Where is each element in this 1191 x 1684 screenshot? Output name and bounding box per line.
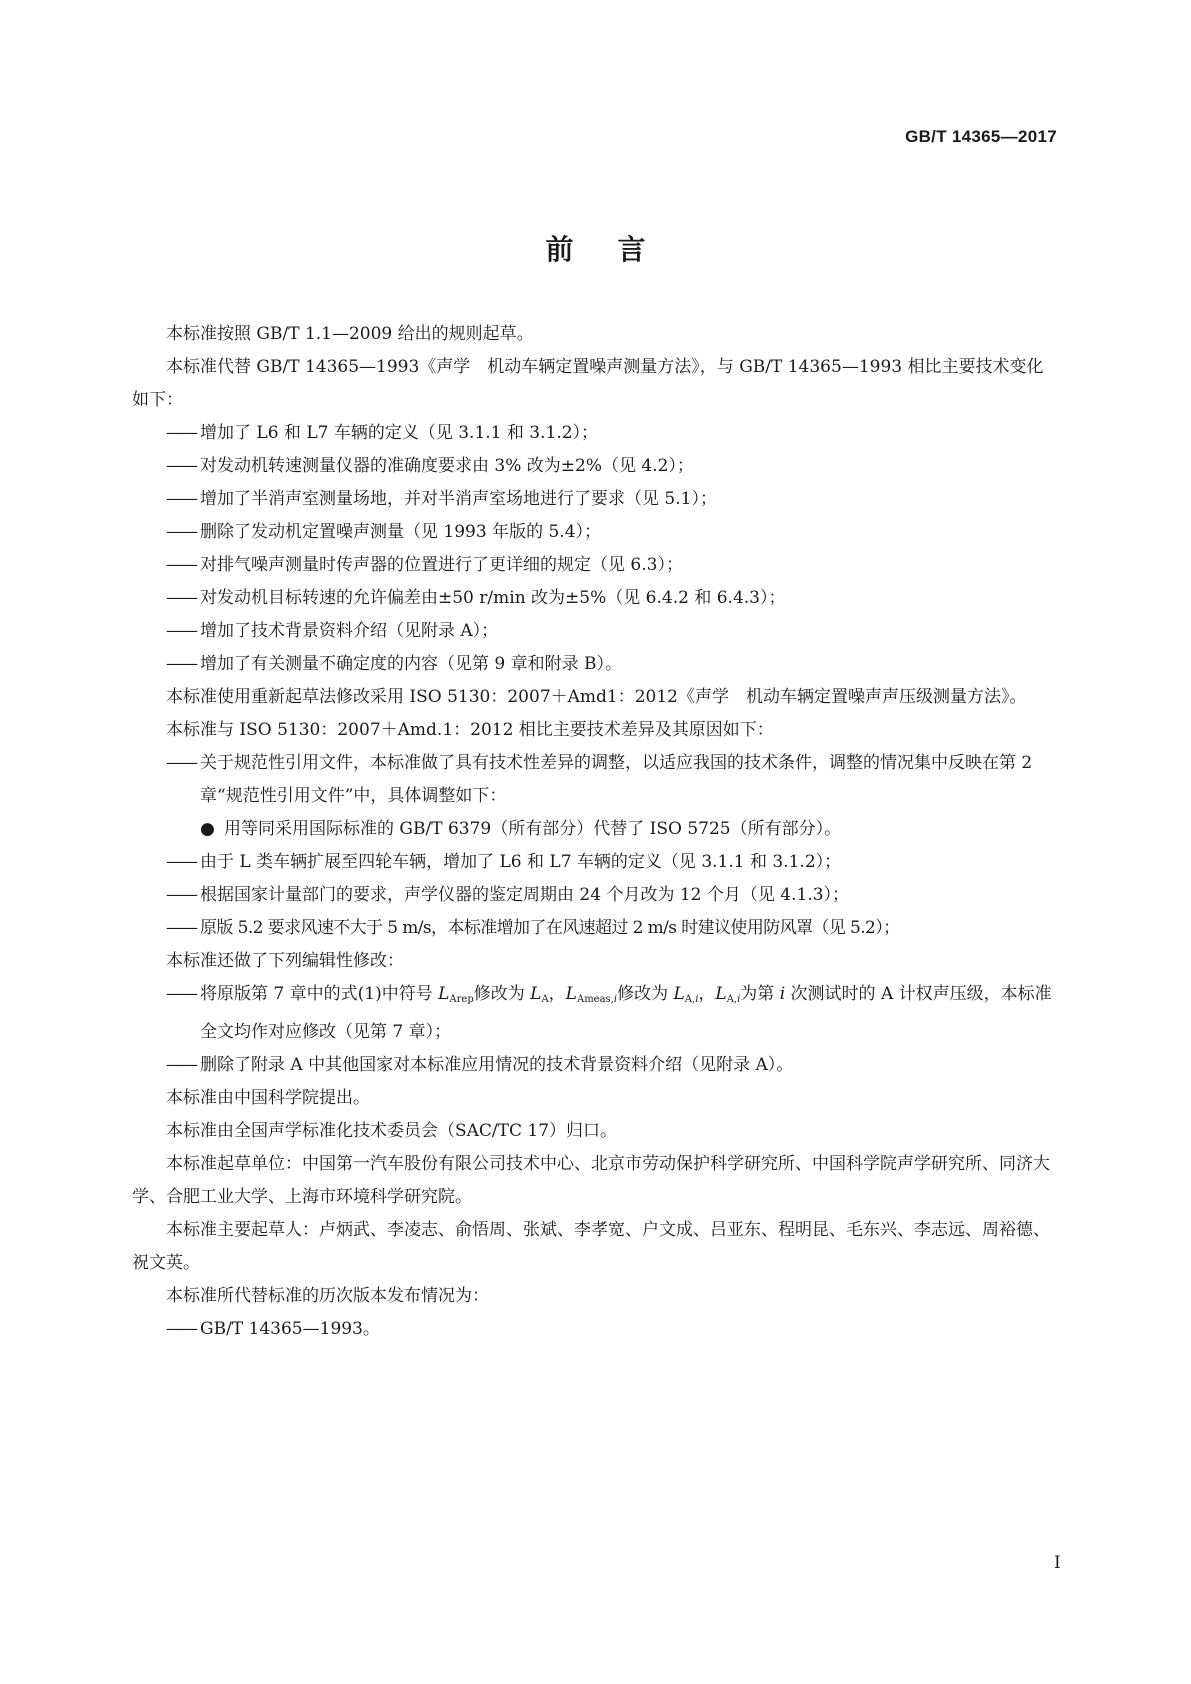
- editorial-list: [132, 978, 1060, 1082]
- bullet-icon: ●: [200, 819, 215, 839]
- page-title: 前言: [545, 233, 690, 266]
- paragraph-replacement: 本标准代替 GB/T 14365—1993《声学 机动车辆定置噪声测量方法》，与 GB/T 14365—1993 相比主要技术变化如下：: [132, 357, 1044, 410]
- paragraph-committee: 本标准由全国声学标准化技术委员会（SAC/TC 17）归口。: [166, 1121, 618, 1141]
- list-item: —— 对发动机转速测量仪器的准确度要求由 3% 改为±2%（见 4.2）；: [132, 450, 1060, 483]
- subscript: A,i: [726, 994, 741, 1005]
- dash-mark: ——: [166, 489, 196, 509]
- paragraph-proposer: 本标准由中国科学院提出。: [166, 1088, 370, 1108]
- list-item: —— 原版 5.2 要求风速不大于 5 m/s，本标准增加了在风速超过 2 m/s 时建议使用防风罩（见 5.2）；: [132, 912, 1060, 945]
- paragraph-adoption: 本标准使用重新起草法修改采用 ISO 5130：2007＋Amd1：2012《声学 机动车辆定置噪声声压级测量方法》。: [166, 687, 1027, 707]
- dash-mark: ——: [166, 621, 196, 641]
- dash-mark: ——: [166, 852, 196, 872]
- dash-mark: ——: [166, 555, 196, 575]
- subscript: A: [541, 994, 549, 1005]
- dash-mark: ——: [166, 654, 196, 674]
- list-item: —— 增加了半消声室测量场地，并对半消声室场地进行了要求（见 5.1）；: [132, 483, 1060, 516]
- symbol-l: L: [565, 984, 577, 1004]
- list-item: —— 由于 L 类车辆扩展至四轮车辆，增加了 L6 和 L7 车辆的定义（见 3.1.1 和 3.1.2）；: [132, 846, 1060, 879]
- differences-list: [132, 747, 1060, 945]
- list-item: —— 增加了 L6 和 L7 车辆的定义（见 3.1.1 和 3.1.2）；: [132, 417, 1060, 450]
- paragraph-drafting-rules: 本标准按照 GB/T 1.1—2009 给出的规则起草。: [166, 324, 534, 344]
- list-item: —— 将原版第 7 章中的式(1)中符号 $L_{Arep}$修改为 $L_A$，$L_{Ameas,i}$修改为 $L_{A,i}$，$L_{A,i}$为第 i 次测试时的 A 计权声压级，本标准全文均作对应修改（见第 7 章）；: [132, 978, 1060, 1049]
- paragraph-editorial: 本标准还做了下列编辑性修改：: [166, 951, 404, 971]
- symbol-l: L: [715, 984, 727, 1004]
- dash-mark: ——: [166, 753, 196, 773]
- dash-mark: ——: [166, 1319, 196, 1339]
- dash-mark: ——: [166, 984, 196, 1004]
- paragraph-drafting-units: 本标准起草单位：中国第一汽车股份有限公司技术中心、北京市劳动保护科学研究所、中国科学院声学研究所、同济大学、合肥工业大学、上海市环境科学研究院。: [132, 1154, 1050, 1207]
- list-item: —— 关于规范性引用文件，本标准做了具有技术性差异的调整，以适应我国的技术条件，调整的情况集中反映在第 2 章“规范性引用文件”中，具体调整如下：: [132, 747, 1060, 813]
- dash-mark: ——: [166, 588, 196, 608]
- symbol-l: L: [530, 984, 542, 1004]
- list-item: —— GB/T 14365—1993。: [132, 1313, 1060, 1346]
- paragraph-drafters: 本标准主要起草人：卢炳武、李凌志、俞悟周、张斌、李孝宽、户文成、吕亚东、程明昆、毛东兴、李志远、周裕德、祝文英。: [132, 1220, 1050, 1273]
- symbol-i: i: [779, 984, 786, 1004]
- dash-mark: ——: [166, 423, 196, 443]
- bullet-item: ● 用等同采用国际标准的 GB/T 6379（所有部分）代替了 ISO 5725（所有部分）。: [132, 813, 1060, 846]
- dash-mark: ——: [166, 885, 196, 905]
- list-item: —— 对发动机目标转速的允许偏差由±50 r/min 改为±5%（见 6.4.2 和 6.4.3）；: [132, 582, 1060, 615]
- list-item: —— 对排气噪声测量时传声器的位置进行了更详细的规定（见 6.3）；: [132, 549, 1060, 582]
- document-body: [132, 318, 1060, 1346]
- dash-mark: ——: [166, 918, 196, 938]
- changes-list: [132, 417, 1060, 681]
- list-item: —— 根据国家计量部门的要求，声学仪器的鉴定周期由 24 个月改为 12 个月（见 4.1.3）；: [132, 879, 1060, 912]
- symbol-l: L: [438, 984, 450, 1004]
- list-item: —— 删除了发动机定置噪声测量（见 1993 年版的 5.4）；: [132, 516, 1060, 549]
- standard-code: GB/T 14365—2017: [905, 127, 1057, 146]
- dash-mark: ——: [166, 456, 196, 476]
- paragraph-history: 本标准所代替标准的历次版本发布情况为：: [166, 1286, 489, 1306]
- subscript: A,i: [684, 994, 699, 1005]
- dash-mark: ——: [166, 522, 196, 542]
- paragraph-differences: 本标准与 ISO 5130：2007＋Amd.1：2012 相比主要技术差异及其原因如下：: [166, 720, 774, 740]
- symbol-l: L: [673, 984, 685, 1004]
- page-number: I: [1054, 1553, 1061, 1573]
- list-item: —— 删除了附录 A 中其他国家对本标准应用情况的技术背景资料介绍（见附录 A）。: [132, 1049, 1060, 1082]
- list-item: —— 增加了技术背景资料介绍（见附录 A）；: [132, 615, 1060, 648]
- subscript: Arep: [449, 994, 474, 1005]
- list-item: —— 增加了有关测量不确定度的内容（见第 9 章和附录 B）。: [132, 648, 1060, 681]
- subscript: Ameas,i: [576, 994, 618, 1005]
- dash-mark: ——: [166, 1055, 196, 1075]
